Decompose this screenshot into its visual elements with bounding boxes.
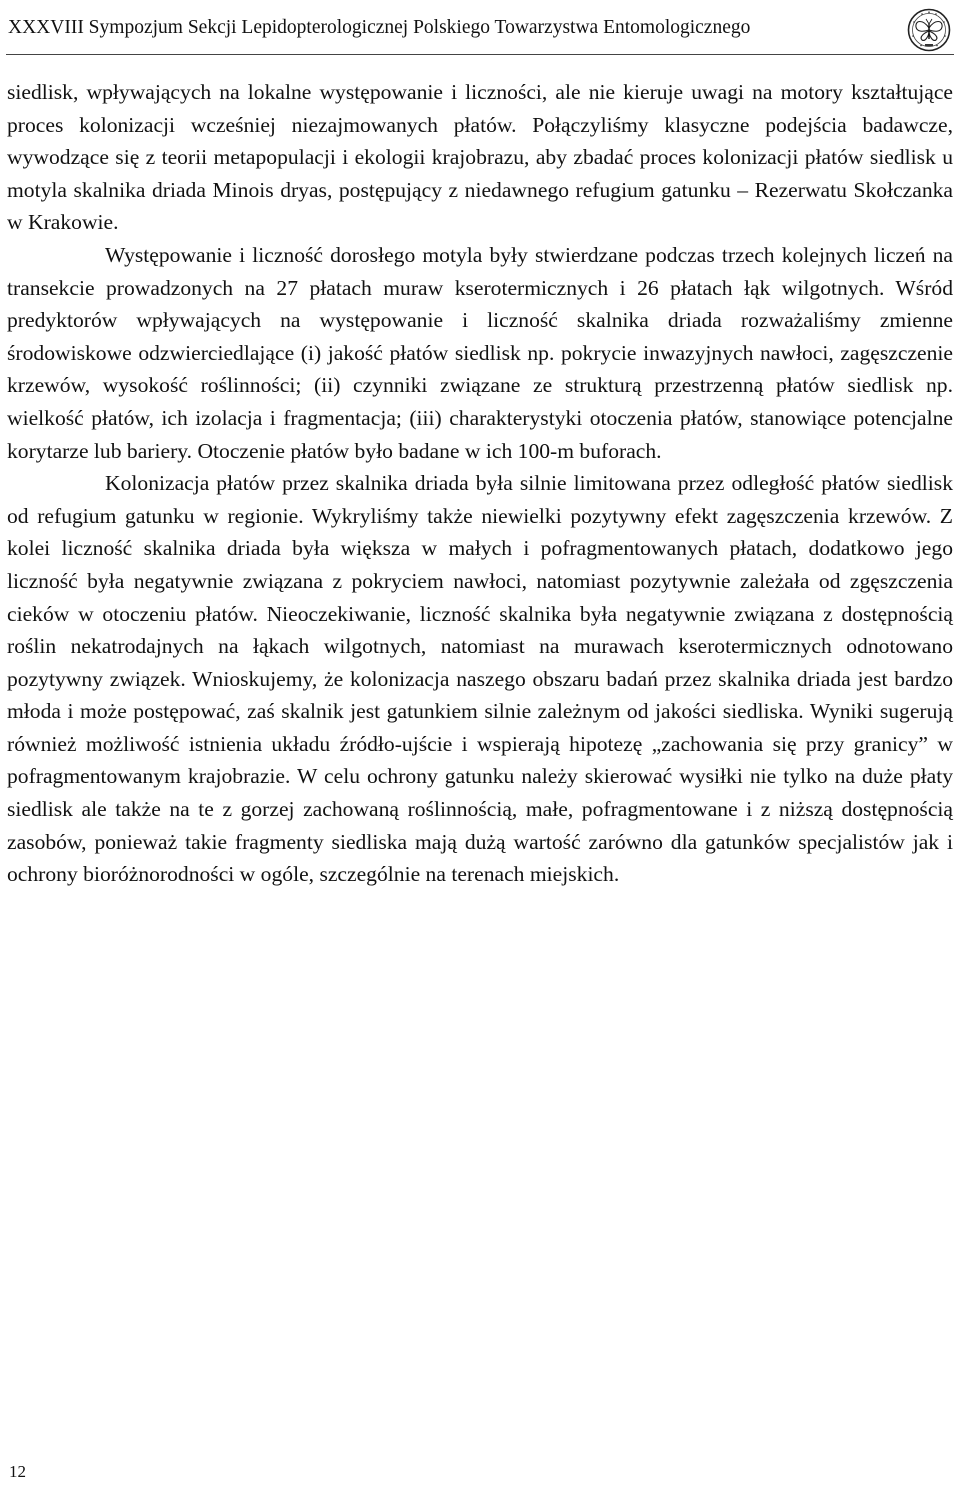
body-text xyxy=(7,76,953,891)
paragraph-results: Kolonizacja płatów przez skalnika driada była silnie limitowana przez odległość płatów siedlisk od refugium gatunku w regionie. Wykryliśmy także niewielki pozytywny efekt zagęszczenia krzewów. Z kolei liczność skalnika driada była większa w małych i pofragmentowanych płatach, dodatkowo jego liczność była negatywnie związana z pokryciem nawłoci, natomiast pozytywnie zależała od zgęszczenia cieków w otoczeniu płatów. Nieoczekiwanie, liczność skalnika była negatywnie związana z dostępnością roślin nekatrodajnych na łąkach wilgotnych, natomiast na murawach kserotermicznych odnotowano pozytywny związek. Wnioskujemy, że kolonizacja naszego obszaru badań przez skalnika driada jest bardzo młoda i może postępować, zaś skalnik jest gatunkiem silnie zależnym od jakości siedliska. Wyniki sugerują również możliwość istnienia układu źródło-ujście i wspierają hipotezę „zachowania się przy granicy” w pofragmentowanym krajobrazie. W celu ochrony gatunku należy skierować wysiłki nie tylko na duże płaty siedlisk ale także na te z gorzej zachowaną roślinnością, małe, pofragmentowane i z niższą dostępnością zasobów, ponieważ takie fragmenty siedliska mają dużą wartość zarówno dla gatunków specjalistów jak i ochrony bioróżnorodności w ogóle, szczególnie na terenach miejskich. xyxy=(7,471,953,887)
society-seal-butterfly-icon xyxy=(906,8,952,52)
header-title: XXXVIII Sympozjum Sekcji Lepidopterologicznej Polskiego Towarzystwa Entomologicznego xyxy=(8,17,751,38)
paragraph-continued: siedlisk, wpływających na lokalne występowanie i liczności, ale nie kieruje uwagi na motory kształtujące proces kolonizacji wcześniej niezajmowanych płatów. Połączyliśmy klasyczne podejścia badawcze, wywodzące się z teorii metapopulacji i ekologii krajobrazu, aby zbadać proces kolonizacji płatów siedlisk u motyla skalnika driada Minois dryas, postępujący z niedawnego refugium gatunku – Rezerwatu Skołczanka w Krakowie. xyxy=(7,80,953,235)
page-number: 12 xyxy=(9,1462,26,1481)
running-header xyxy=(8,8,952,52)
header-divider xyxy=(6,54,954,55)
paragraph-methods: Występowanie i liczność dorosłego motyla były stwierdzane podczas trzech kolejnych liczeń na transekcie prowadzonych na 27 płatach muraw kserotermicznych i 26 płatach łąk wilgotnych. Wśród predyktorów wpływających na występowanie i liczność skalnika driada rozważaliśmy zmienne środowiskowe odzwierciedlające (i) jakość płatów siedlisk np. pokrycie inwazyjnych nawłoci, zagęszczenie krzewów, wysokość roślinności; (ii) czynniki związane ze strukturą przestrzenną płatów siedlisk np. wielkość płatów, ich izolacja i fragmentacja; (iii) charakterystyki otoczenia płatów, stanowiące potencjalne korytarze lub bariery. Otoczenie płatów było badane w ich 100-m buforach. xyxy=(7,242,953,463)
